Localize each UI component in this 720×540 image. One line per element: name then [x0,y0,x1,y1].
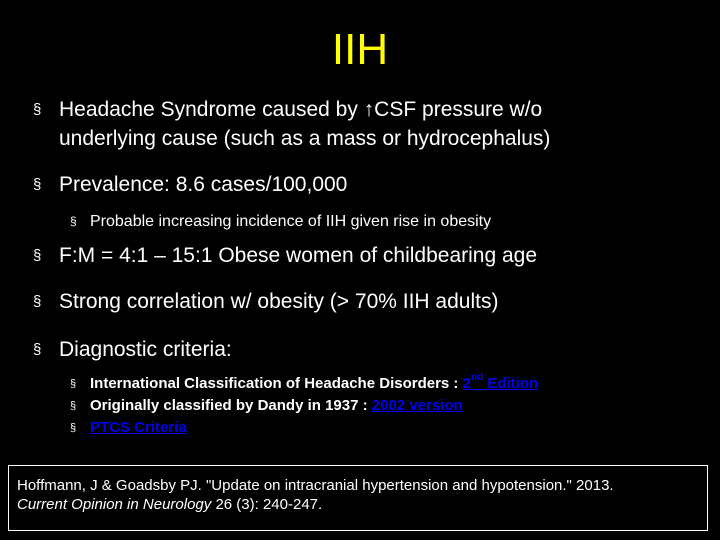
bullet-marker-icon: § [33,247,42,264]
bullet-marker-icon: § [33,341,42,358]
2002-version-link[interactable]: 2002 version [371,397,463,414]
criteria-text [90,395,463,417]
sub-bullet-text: Probable increasing incidence of IIH given rise in obesity [90,213,492,230]
ptcs-criteria-link[interactable]: PTCS Criteria [90,419,187,436]
link-text: Edition [483,375,539,392]
bullet-text-line1: Headache Syndrome caused by ↑CSF pressure w/o [59,98,543,121]
ichd-2nd-edition-link[interactable] [462,372,539,392]
bullet-marker-icon: § [70,214,77,228]
reference-journal: Current Opinion in Neurology [17,496,212,513]
bullet-marker-icon: § [33,293,42,310]
reference-citation: 26 (3): 240-247. [211,496,323,513]
bullet-marker-icon: § [70,400,77,412]
bullet-text: Prevalence: 8.6 cases/100,000 [59,173,348,196]
reference-line2 [17,495,699,514]
criteria-text [90,417,187,439]
bullet-text: Diagnostic criteria: [59,338,232,361]
bullet-marker-icon: § [70,422,77,434]
link-superscript: nd [470,372,484,383]
criteria-prefix: Originally classified by Dandy in 1937 : [90,397,372,414]
bullet-text-line2: underlying cause (such as a mass or hydrocephalus) [59,127,551,150]
bullet-marker-icon: § [33,101,42,118]
bullet-marker-icon: § [33,176,42,193]
bullet-text: Strong correlation w/ obesity (> 70% IIH adults) [59,290,499,313]
bullet-marker-icon: § [70,378,77,390]
criteria-prefix: International Classification of Headache Disorders : [90,375,463,392]
reference-box [8,465,708,531]
reference-line1: Hoffmann, J & Goadsby PJ. "Update on intracranial hypertension and hypotension." 2013. [17,477,614,494]
criteria-text [90,373,538,395]
bullet-text: F:M = 4:1 – 15:1 Obese women of childbearing age [59,244,538,267]
link-text: 2 [462,375,471,392]
slide-title: IIH [331,25,389,74]
